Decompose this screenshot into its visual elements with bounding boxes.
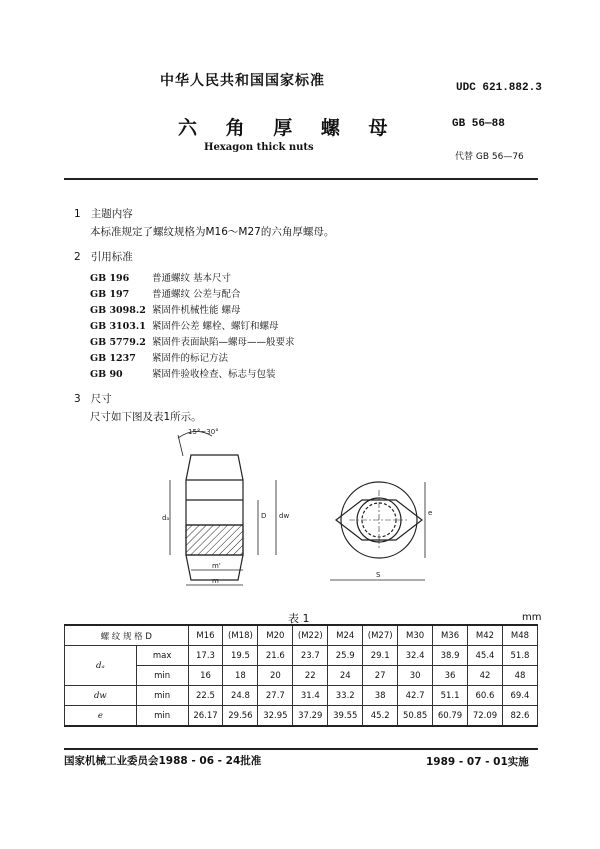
reference-item [90,286,241,300]
value-cell: 17.3 [188,646,223,666]
param-cell: e [65,706,137,727]
value-cell: 69.4 [502,686,537,706]
section-1-heading [74,206,133,221]
value-cell: 23.7 [293,646,328,666]
hatched-section [186,525,243,555]
reference-title: 紧固件表面缺陷—螺母——般要求 [152,337,295,348]
reference-code: GB 197 [90,289,130,300]
value-cell: 29.1 [363,646,398,666]
sub-cell: min [136,706,188,727]
standard-title-en: Hexagon thick nuts [204,142,314,153]
replaces-note: 代替 GB 56—76 [455,152,524,162]
section-title: 主题内容 [90,208,133,220]
reference-title: 普通螺纹 公差与配合 [152,289,241,300]
table-header-row [65,625,538,646]
size-cell: M24 [328,625,363,646]
udc-number: UDC 621.882.3 [456,82,542,94]
value-cell: 50.85 [398,706,433,727]
table-unit: mm [522,612,542,623]
reference-item [90,334,295,348]
table-row [65,706,538,727]
value-cell: 18 [223,666,258,686]
reference-code: GB 3098.2 [90,305,146,316]
value-cell: 29.56 [223,706,258,727]
size-cell: M16 [188,625,223,646]
reference-title: 紧固件公差 螺栓、螺钉和螺母 [152,321,279,332]
section-3-heading [74,391,112,406]
value-cell: 27.7 [258,686,293,706]
size-cell: (M27) [363,625,398,646]
value-cell: 24 [328,666,363,686]
standard-title-cn: 六 角 厚 螺 母 [178,117,399,139]
value-cell: 16 [188,666,223,686]
size-cell: M36 [433,625,468,646]
table-row [65,686,538,706]
value-cell: 38 [363,686,398,706]
value-cell: 19.5 [223,646,258,666]
size-cell: (M18) [223,625,258,646]
top-view [330,482,425,580]
size-cell: (M22) [293,625,328,646]
value-cell: 60.6 [468,686,503,706]
section-number: 1 [74,208,81,220]
approval-note: 国家机械工业委员会1988 - 06 - 24批准 [64,755,262,767]
table-title: 表 1 [288,612,310,625]
value-cell: 72.09 [468,706,503,727]
size-cell: M42 [468,625,503,646]
value-cell: 51.1 [433,686,468,706]
value-cell: 42.7 [398,686,433,706]
label-da: dₐ [162,514,170,522]
value-cell: 20 [258,666,293,686]
section-3-text: 尺寸如下图及表1所示。 [90,411,202,423]
section-2-heading [74,249,133,264]
value-cell: 22 [293,666,328,686]
value-cell: 42 [468,666,503,686]
value-cell: 21.6 [258,646,293,666]
effective-date: 1989 - 07 - 01实施 [426,756,529,768]
reference-title: 紧固件机械性能 螺母 [152,305,241,316]
reference-item [90,350,228,364]
sub-cell: max [136,646,188,666]
header-rule [64,178,538,180]
section-number: 2 [74,251,81,263]
footer-rule [64,748,538,750]
value-cell: 36 [433,666,468,686]
value-cell: 31.4 [293,686,328,706]
label-m: m [212,577,219,585]
reference-code: GB 1237 [90,353,136,364]
reference-item [90,366,276,380]
section-1-text: 本标准规定了螺纹规格为M16～M27的六角厚螺母。 [90,226,335,238]
gb-number: GB 56—88 [452,118,505,130]
value-cell: 60.79 [433,706,468,727]
label-e: e [428,509,433,517]
publisher-title: 中华人民共和国国家标准 [160,73,325,89]
size-cell: M30 [398,625,433,646]
reference-item [90,270,231,284]
size-cell: M20 [258,625,293,646]
section-title: 尺寸 [90,393,112,405]
label-S: S [376,571,381,579]
sub-cell: min [136,686,188,706]
value-cell: 45.4 [468,646,503,666]
reference-title: 普通螺纹 基本尺寸 [152,273,232,284]
value-cell: 45.2 [363,706,398,727]
reference-code: GB 5779.2 [90,337,146,348]
sub-cell: min [136,666,188,686]
table-row [65,646,538,666]
reference-code: GB 196 [90,273,130,284]
value-cell: 24.8 [223,686,258,706]
reference-title: 紧固件验收检查、标志与包装 [152,369,276,380]
reference-item [90,318,279,332]
value-cell: 30 [398,666,433,686]
reference-item [90,302,241,316]
value-cell: 25.9 [328,646,363,666]
param-cell: dₐ [65,646,137,686]
section-title: 引用标准 [90,251,133,263]
value-cell: 27 [363,666,398,686]
angle-leader [178,435,183,456]
section-number: 3 [74,393,81,405]
value-cell: 22.5 [188,686,223,706]
hex-nut-drawing [0,420,600,600]
header-label-cell: 螺 纹 规 格 D [65,625,189,646]
value-cell: 51.8 [502,646,537,666]
angle-label: 15°~30° [188,428,219,436]
value-cell: 33.2 [328,686,363,706]
table-row [65,666,538,686]
value-cell: 32.4 [398,646,433,666]
value-cell: 48 [502,666,537,686]
label-D: D [261,512,267,520]
reference-title: 紧固件的标记方法 [152,353,229,364]
value-cell: 82.6 [502,706,537,727]
label-m-prime: m' [212,562,221,570]
side-view [170,431,276,585]
value-cell: 38.9 [433,646,468,666]
reference-code: GB 3103.1 [90,321,146,332]
dimension-table [64,624,538,727]
reference-code: GB 90 [90,369,123,380]
value-cell: 32.95 [258,706,293,727]
value-cell: 37.29 [293,706,328,727]
param-cell: dw [65,686,137,706]
label-dw: dw [279,512,290,520]
value-cell: 39.55 [328,706,363,727]
value-cell: 26.17 [188,706,223,727]
size-cell: M48 [502,625,537,646]
